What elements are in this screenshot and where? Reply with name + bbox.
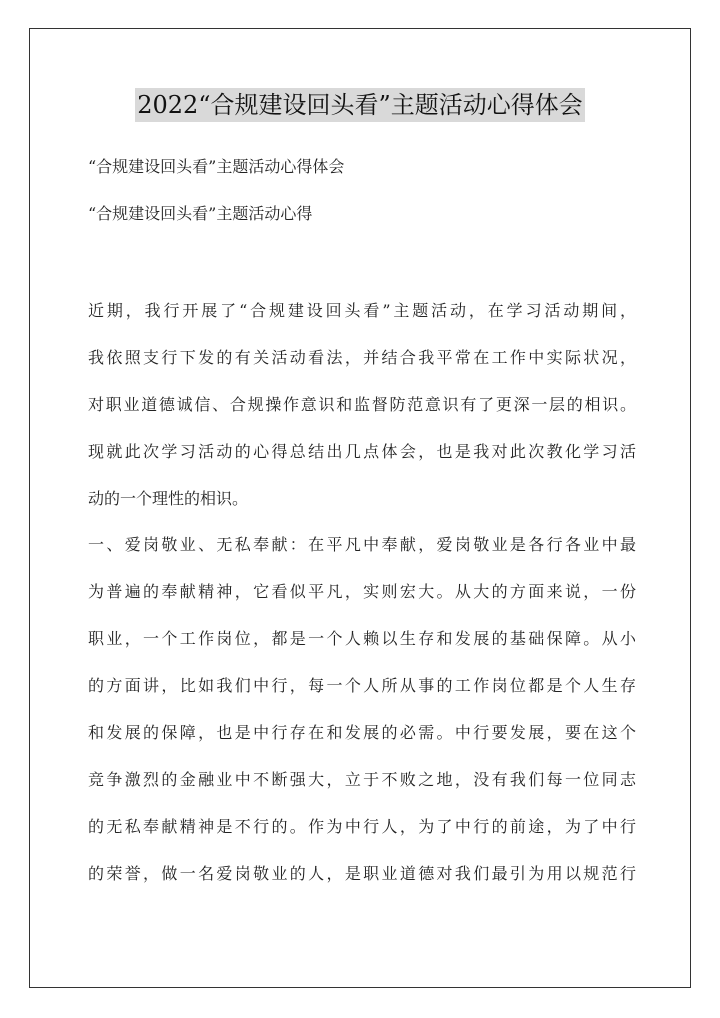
body-text <box>88 288 636 898</box>
document-title: 2022“合规建设回头看”主题活动心得体会 <box>135 88 585 122</box>
body-line: 现就此次学习活动的心得总结出几点体会，也是我对此次教化学习活 <box>88 441 636 461</box>
body-line: 近期，我行开展了“合规建设回头看”主题活动，在学习活动期间， <box>88 301 636 320</box>
body-line: 为普遍的奉献精神，它看似平凡，实则宏大。从大的方面来说，一份 <box>88 582 636 602</box>
body-line: 一、爱岗敬业、无私奉献：在平凡中奉献，爱岗敬业是各行各业中最 <box>88 535 636 555</box>
subtitle-1: “合规建设回头看”主题活动心得体会 <box>88 157 345 176</box>
body-line: 的荣誉，做一名爱岗敬业的人，是职业道德对我们最引为用以规范行 <box>88 863 636 883</box>
body-line: 动的一个理性的相识。 <box>88 488 249 508</box>
body-line: 和发展的保障，也是中行存在和发展的必需。中行要发展，要在这个 <box>88 723 636 743</box>
body-line: 竞争激烈的金融业中不断强大，立于不败之地，没有我们每一位同志 <box>88 769 636 789</box>
body-line: 我依照支行下发的有关活动看法，并结合我平常在工作中实际状况， <box>88 347 636 367</box>
title-container <box>0 88 720 122</box>
body-line: 职业，一个工作岗位，都是一个人赖以生存和发展的基础保障。从小 <box>88 629 636 649</box>
body-line: 对职业道德诚信、合规操作意识和监督防范意识有了更深一层的相识。 <box>88 394 636 414</box>
subtitle-2: “合规建设回头看”主题活动心得 <box>88 204 313 223</box>
body-line: 的无私奉献精神是不行的。作为中行人，为了中行的前途，为了中行 <box>88 816 636 836</box>
body-line: 的方面讲，比如我们中行，每一个人所从事的工作岗位都是个人生存 <box>88 676 636 696</box>
